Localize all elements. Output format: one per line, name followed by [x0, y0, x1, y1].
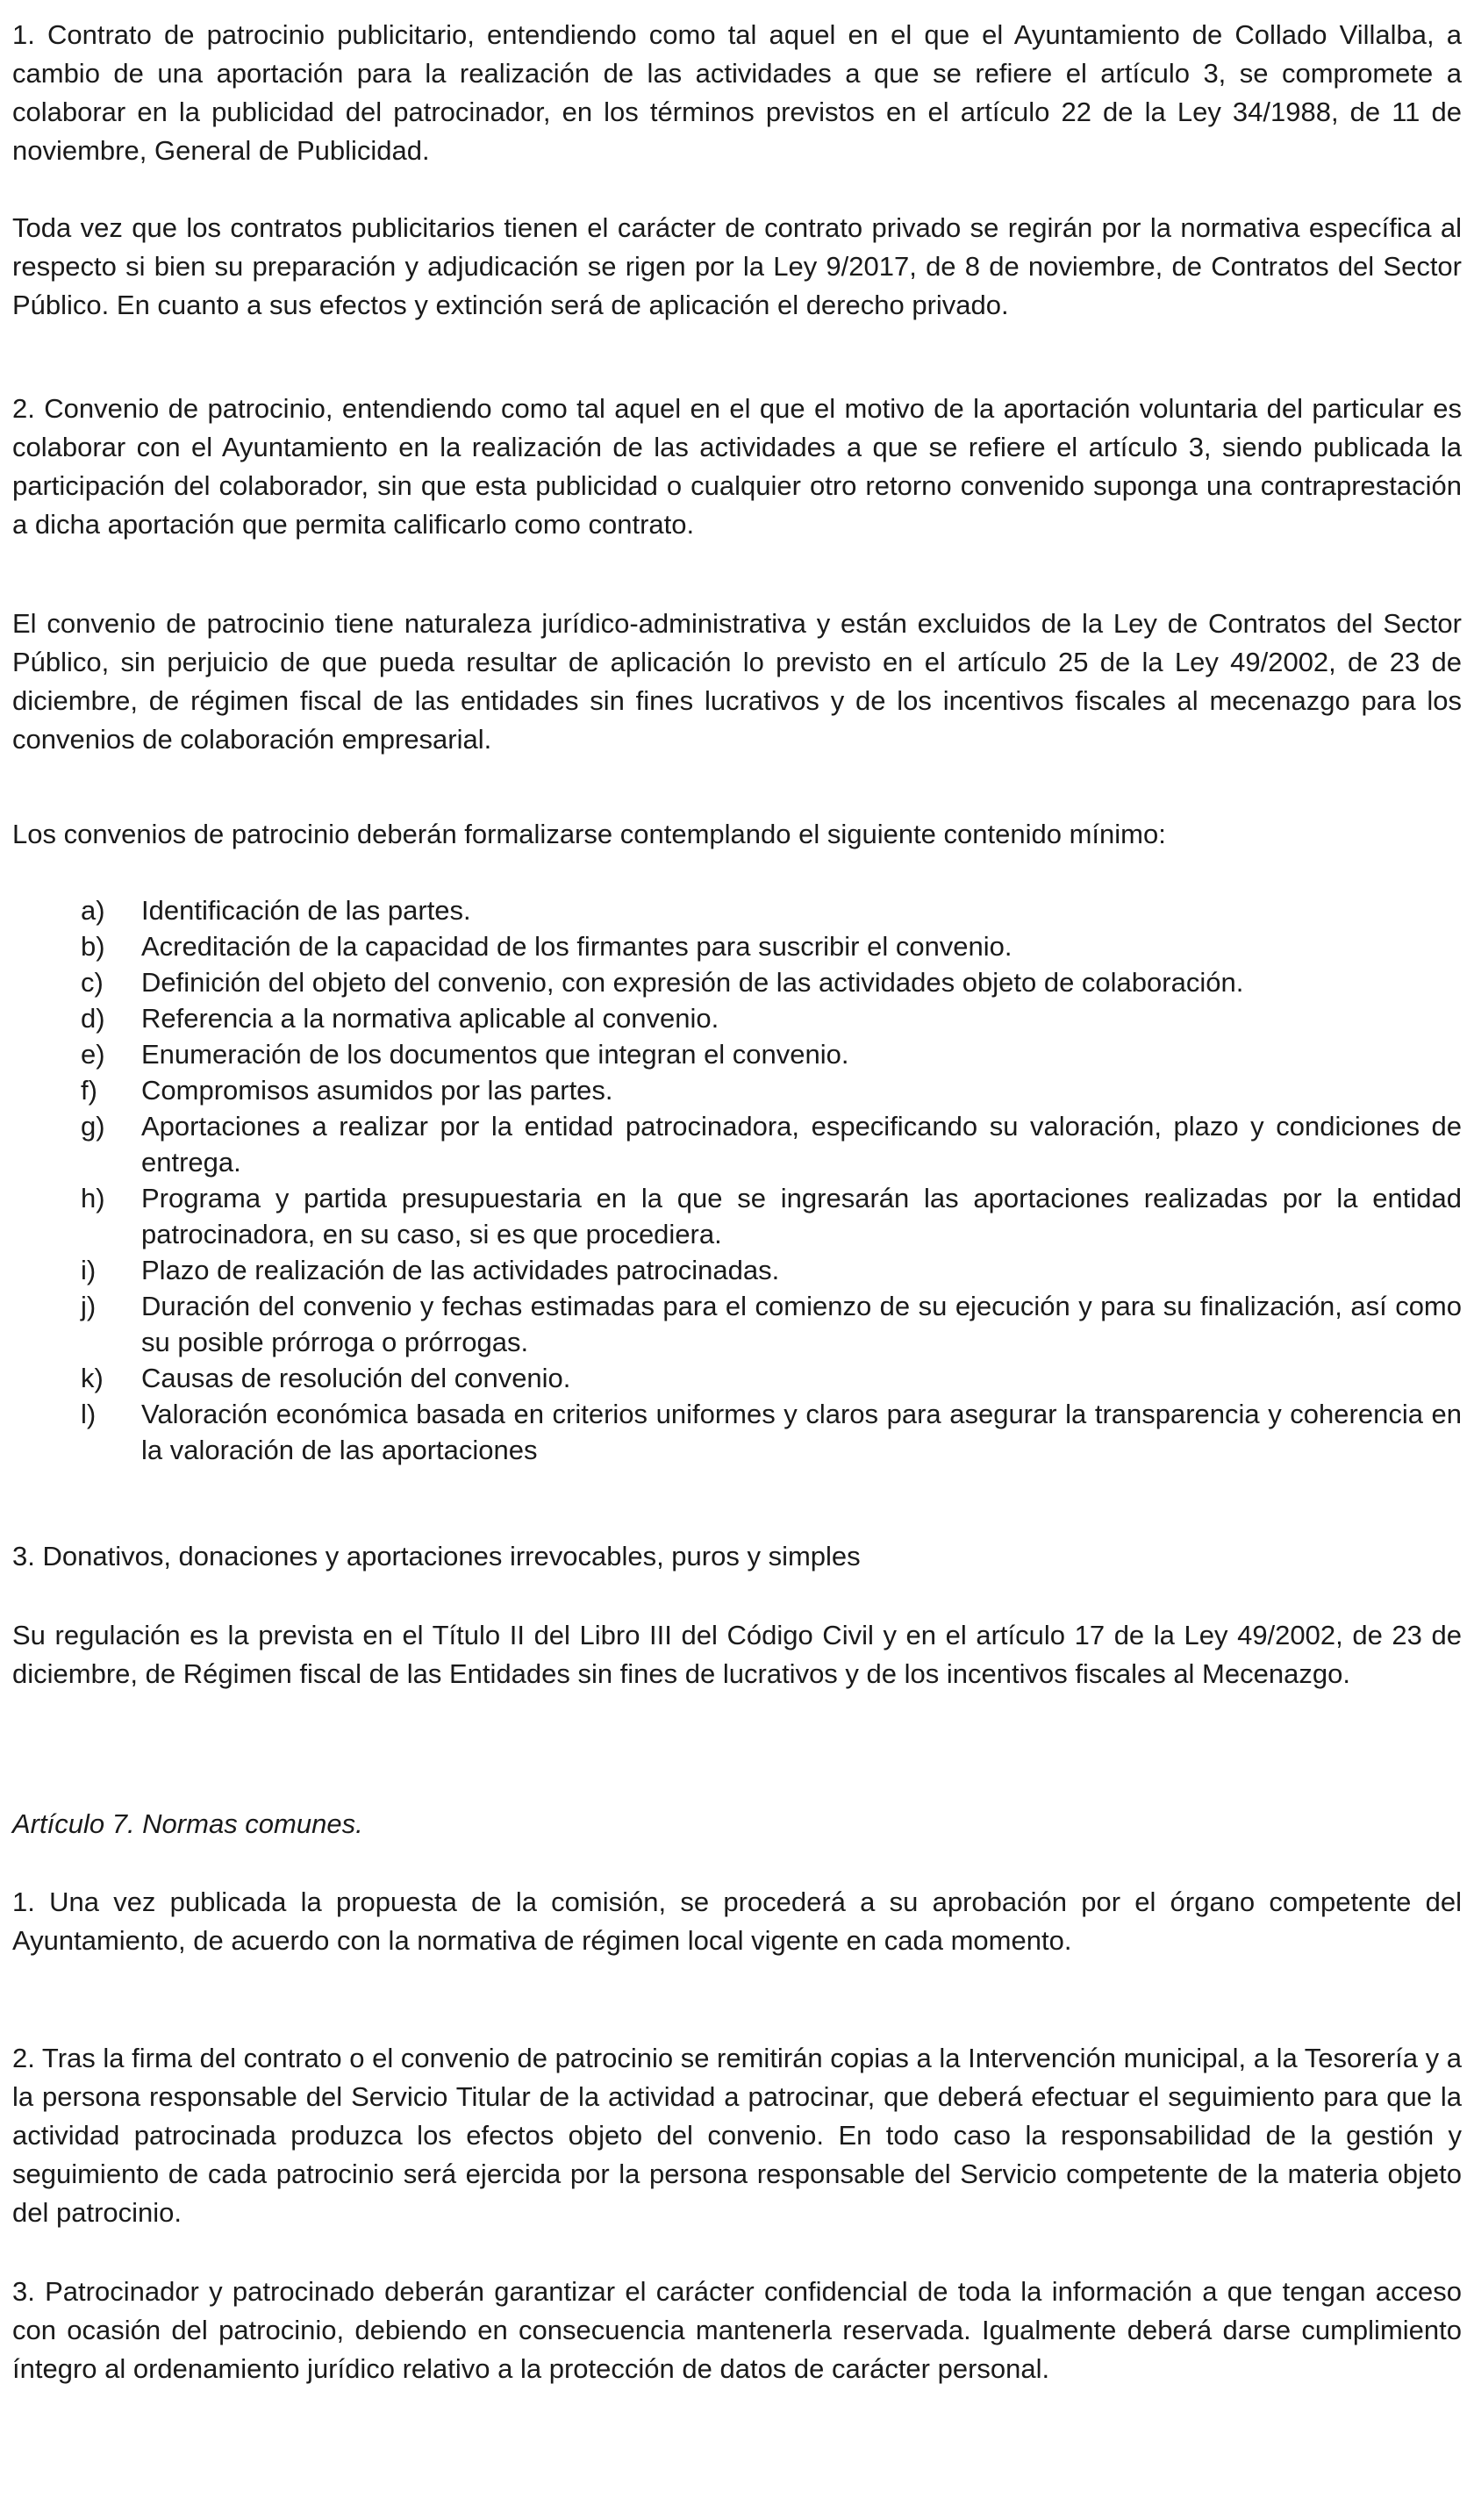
- list-item: [12, 892, 1462, 928]
- list-label: k): [81, 1363, 104, 1393]
- list-text: Plazo de realización de las actividades patrocinadas.: [141, 1255, 780, 1285]
- list-item: [12, 1396, 1462, 1468]
- list-text: Definición del objeto del convenio, con expresión de las actividades objeto de colaboración.: [141, 967, 1244, 998]
- list-item: [12, 1072, 1462, 1108]
- contenido-minimo-list: [12, 892, 1462, 1468]
- list-label: f): [81, 1075, 97, 1106]
- list-text: Referencia a la normativa aplicable al convenio.: [141, 1003, 719, 1034]
- paragraph-regulacion: Su regulación es la prevista en el Título II del Libro III del Código Civil y en el artículo 17 de la Ley 49/2002, de 23 de diciembre, de Régimen fiscal de las Entidades sin fines de lucrativos y de los incentivos fiscales al Mecenazgo.: [12, 1620, 1462, 1689]
- list-text: Enumeración de los documentos que integran el convenio.: [141, 1039, 849, 1070]
- list-label: j): [81, 1291, 97, 1321]
- list-item: [12, 1108, 1462, 1180]
- paragraph-contenido-minimo: Los convenios de patrocinio deberán formalizarse contemplando el siguiente contenido mínimo:: [12, 819, 1166, 849]
- paragraph-naturaleza-convenio: El convenio de patrocinio tiene naturaleza jurídico-administrativa y están excluidos de la Ley de Contratos del Sector Público, sin perjuicio de que pueda resultar de aplicación lo previsto en el artículo 25 de la Ley 49/2002, de 23 de diciembre, de régimen fiscal de las entidades sin fines lucrativos y de los incentivos fiscales al mecenazgo para los convenios de colaboración empresarial.: [12, 608, 1462, 755]
- list-text: Aportaciones a realizar por la entidad patrocinadora, especificando su valoración, plazo y condiciones de entrega.: [141, 1111, 1462, 1178]
- list-text: Duración del convenio y fechas estimadas para el comienzo de su ejecución y para su finalización, así como su posible prórroga o prórrogas.: [141, 1291, 1462, 1357]
- list-item: [12, 964, 1462, 1000]
- paragraph-convenio-patrocinio: 2. Convenio de patrocinio, entendiendo como tal aquel en el que el motivo de la aportación voluntaria del particular es colaborar con el Ayuntamiento en la realización de las actividades a que se refiere el artículo 3, siendo publicada la participación del colaborador, sin que esta publicidad o cualquier otro retorno convenido suponga una contraprestación a dicha aportación que permita calificarlo como contrato.: [12, 393, 1462, 540]
- list-label: b): [81, 931, 105, 962]
- list-label: h): [81, 1183, 105, 1213]
- list-item: [12, 928, 1462, 964]
- list-text: Compromisos asumidos por las partes.: [141, 1075, 613, 1106]
- list-item: [12, 1252, 1462, 1288]
- list-item: [12, 1180, 1462, 1252]
- list-label: c): [81, 967, 104, 998]
- paragraph-donativos: 3. Donativos, donaciones y aportaciones irrevocables, puros y simples: [12, 1541, 861, 1571]
- list-label: i): [81, 1255, 97, 1285]
- paragraph-contrato-patrocinio: 1. Contrato de patrocinio publicitario, entendiendo como tal aquel en el que el Ayuntamiento de Collado Villalba, a cambio de una aportación para la realización de las actividades a que se refiere el artículo 3, se compromete a colaborar en la publicidad del patrocinador, en los términos previstos en el artículo 22 de la Ley 34/1988, de 11 de noviembre, General de Publicidad.: [12, 19, 1462, 166]
- list-item: [12, 1000, 1462, 1036]
- list-label: a): [81, 895, 105, 926]
- list-label: g): [81, 1111, 105, 1142]
- list-text: Programa y partida presupuestaria en la que se ingresarán las aportaciones realizadas por la entidad patrocinadora, en su caso, si es que procediera.: [141, 1183, 1462, 1249]
- article-paragraph-3: 3. Patrocinador y patrocinado deberán garantizar el carácter confidencial de toda la información a que tengan acceso con ocasión del patrocinio, debiendo en consecuencia mantenerla reservada. Igualmente deberá darse cumplimiento íntegro al ordenamiento jurídico relativo a la protección de datos de carácter personal.: [12, 2276, 1462, 2384]
- list-text: Acreditación de la capacidad de los firmantes para suscribir el convenio.: [141, 931, 1012, 962]
- article-paragraph-1: 1. Una vez publicada la propuesta de la comisión, se procederá a su aprobación por el órgano competente del Ayuntamiento, de acuerdo con la normativa de régimen local vigente en cada momento.: [12, 1886, 1462, 1956]
- list-item: [12, 1360, 1462, 1396]
- list-label: e): [81, 1039, 105, 1070]
- list-item: [12, 1288, 1462, 1360]
- list-label: l): [81, 1399, 97, 1429]
- article-paragraph-2: 2. Tras la firma del contrato o el convenio de patrocinio se remitirán copias a la Intervención municipal, a la Tesorería y a la persona responsable del Servicio Titular de la actividad a patrocinar, que deberá efectuar el seguimiento para que la actividad patrocinada produzca los efectos objeto del convenio. En todo caso la responsabilidad de la gestión y seguimiento de cada patrocinio será ejercida por la persona responsable del Servicio competente de la materia objeto del patrocinio.: [12, 2043, 1462, 2228]
- list-text: Valoración económica basada en criterios uniformes y claros para asegurar la transparencia y coherencia en la valoración de las aportaciones: [141, 1399, 1462, 1465]
- paragraph-contratos-privados: Toda vez que los contratos publicitarios tienen el carácter de contrato privado se regirán por la normativa específica al respecto si bien su preparación y adjudicación se rigen por la Ley 9/2017, de 8 de noviembre, de Contratos del Sector Público. En cuanto a sus efectos y extinción será de aplicación el derecho privado.: [12, 212, 1462, 320]
- article-heading: Artículo 7. Normas comunes.: [12, 1808, 363, 1839]
- list-text: Causas de resolución del convenio.: [141, 1363, 571, 1393]
- list-text: Identificación de las partes.: [141, 895, 471, 926]
- list-label: d): [81, 1003, 105, 1034]
- list-item: [12, 1036, 1462, 1072]
